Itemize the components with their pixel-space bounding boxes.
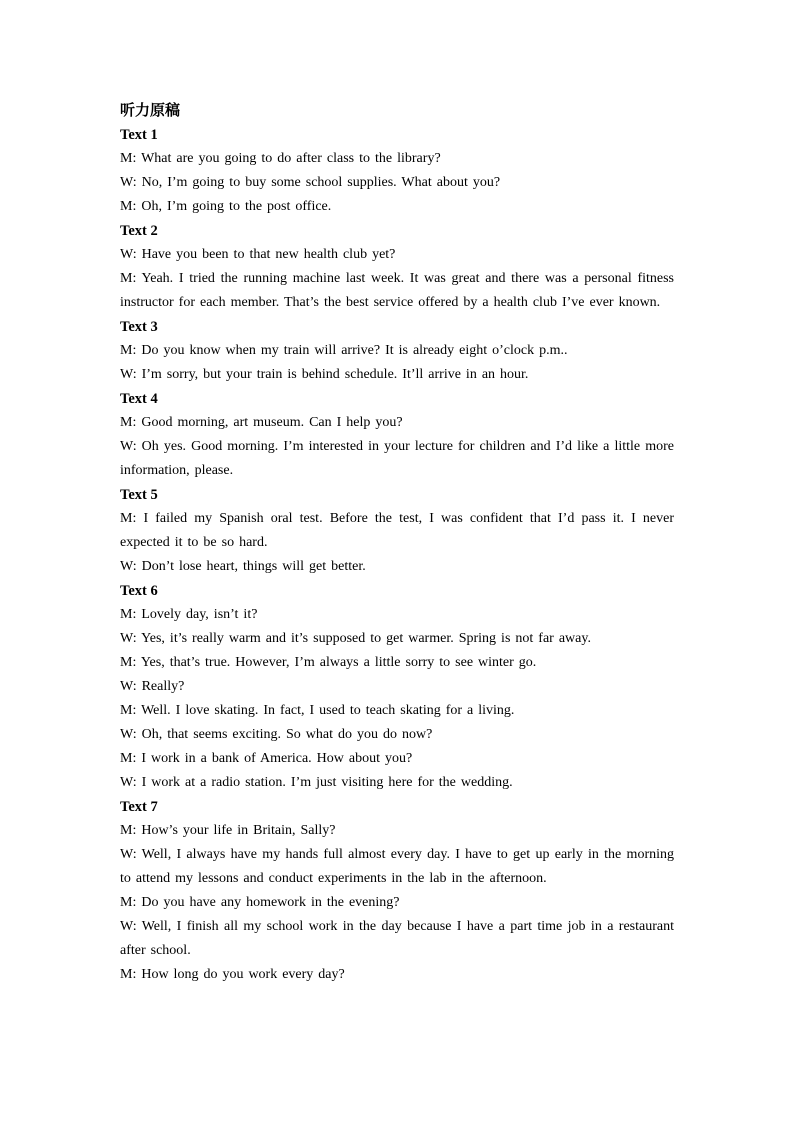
- dialogue-line: M: Oh, I’m going to the post office.: [120, 199, 332, 214]
- dialogue-line: M: Good morning, art museum. Can I help you?: [120, 415, 403, 430]
- dialogue-line: W: I work at a radio station. I’m just visiting here for the wedding.: [120, 775, 513, 790]
- section-heading: Text 4: [120, 391, 158, 407]
- page-title: 听力原稿: [120, 101, 181, 119]
- text-section: [120, 387, 674, 483]
- dialogue-line: M: How long do you work every day?: [120, 967, 345, 982]
- dialogue-line: M: What are you going to do after class to the library?: [120, 151, 441, 166]
- dialogue-line: W: Yes, it’s really warm and it’s supposed to get warmer. Spring is not far away.: [120, 631, 591, 646]
- section-heading: Text 2: [120, 223, 158, 239]
- text-section: [120, 579, 674, 795]
- dialogue-line: W: No, I’m going to buy some school supplies. What about you?: [120, 175, 501, 190]
- dialogue-line: M: I work in a bank of America. How about you?: [120, 751, 413, 766]
- text-section: [120, 123, 674, 219]
- dialogue-line: W: Really?: [120, 679, 185, 694]
- dialogue-line: W: I’m sorry, but your train is behind schedule. It’ll arrive in an hour.: [120, 367, 529, 382]
- dialogue-line: M: Yes, that’s true. However, I’m always a little sorry to see winter go.: [120, 655, 537, 670]
- section-heading: Text 5: [120, 487, 158, 503]
- dialogue-line: W: Oh, that seems exciting. So what do you do now?: [120, 727, 433, 742]
- dialogue-line: M: Do you have any homework in the evening?: [120, 895, 400, 910]
- dialogue-line: W: Oh yes. Good morning. I’m interested in your lecture for children and I’d like a little more information, please.: [120, 439, 674, 478]
- text-section: [120, 483, 674, 579]
- transcript-page: [120, 97, 674, 987]
- text-section: [120, 795, 674, 987]
- dialogue-line: M: I failed my Spanish oral test. Before the test, I was confident that I’d pass it. I never expected it to be so hard.: [120, 511, 674, 550]
- dialogue-line: M: Yeah. I tried the running machine last week. It was great and there was a personal fitness instructor for each member. That’s the best service offered by a health club I’ve ever known.: [120, 271, 674, 310]
- dialogue-line: M: How’s your life in Britain, Sally?: [120, 823, 336, 838]
- dialogue-line: W: Have you been to that new health club yet?: [120, 247, 396, 262]
- text-section: [120, 219, 674, 315]
- section-heading: Text 1: [120, 127, 158, 143]
- section-heading: Text 7: [120, 799, 158, 815]
- dialogue-line: M: Well. I love skating. In fact, I used to teach skating for a living.: [120, 703, 515, 718]
- dialogue-line: W: Well, I finish all my school work in the day because I have a part time job in a restaurant after school.: [120, 919, 674, 958]
- section-heading: Text 6: [120, 583, 158, 599]
- dialogue-line: M: Lovely day, isn’t it?: [120, 607, 258, 622]
- dialogue-line: W: Don’t lose heart, things will get better.: [120, 559, 366, 574]
- section-heading: Text 3: [120, 319, 158, 335]
- text-section: [120, 315, 674, 387]
- dialogue-line: W: Well, I always have my hands full almost every day. I have to get up early in the morning to attend my lessons and conduct experiments in the lab in the afternoon.: [120, 847, 674, 886]
- dialogue-line: M: Do you know when my train will arrive? It is already eight o’clock p.m..: [120, 343, 568, 358]
